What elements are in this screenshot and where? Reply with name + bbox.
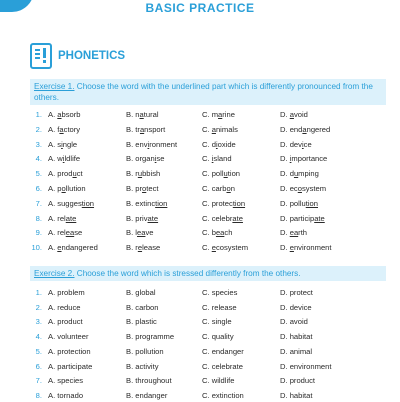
underlined-part: tion	[155, 198, 168, 208]
answer-option: C. pollution	[202, 169, 241, 179]
answer-option: C. dioxide	[202, 139, 236, 149]
exercise-2-row	[30, 316, 386, 328]
underlined-part: a	[289, 110, 294, 119]
answer-option: D. animal	[280, 346, 313, 356]
answer-option: B. leave	[126, 228, 154, 238]
exercise-1-text: Choose the word with the underlined part which is differently pronounced from the others.	[34, 82, 373, 102]
exercise-1-row	[30, 124, 386, 136]
underlined-part: o	[226, 184, 231, 193]
answer-option: D. participate	[280, 213, 325, 223]
underlined-part: u	[293, 169, 299, 179]
question-number: 3.	[35, 317, 42, 327]
exercise-1-row	[30, 242, 386, 254]
answer-option: A. pollution	[48, 184, 86, 193]
answer-option: A. release	[48, 228, 83, 238]
exercise-1-row	[30, 168, 386, 180]
underlined-part: ea	[65, 228, 75, 238]
answer-option: B. global	[126, 288, 156, 297]
question-number: 3.	[35, 139, 42, 149]
question-number: 1.	[35, 110, 42, 119]
underlined-part: tion	[232, 198, 246, 208]
answer-option: D. importance	[280, 154, 328, 164]
exclamation-board-icon	[30, 43, 52, 69]
answer-option: B. transport	[126, 124, 166, 134]
exercise-1-instruction	[30, 79, 386, 105]
answer-option: B. rubbish	[126, 169, 161, 179]
exercise-2-row	[30, 390, 386, 402]
exercise-1-row	[30, 183, 386, 195]
underlined-part: ate	[232, 213, 243, 223]
underlined-part: i	[215, 139, 218, 149]
answer-option: D. device	[280, 139, 312, 149]
underlined-part: a	[302, 124, 307, 134]
underlined-part: e	[211, 243, 216, 253]
answer-option: B. organise	[126, 154, 165, 164]
answer-option: C. extinction	[202, 390, 244, 400]
underlined-part: i	[289, 154, 292, 164]
exercise-1-label: Exercise 1.	[34, 82, 75, 91]
underlined-part: u	[223, 169, 228, 179]
underlined-part: a	[211, 124, 216, 134]
question-number: 7.	[35, 376, 42, 386]
answer-option: D. ecosystem	[280, 184, 327, 193]
answer-option: A. product	[48, 169, 83, 179]
answer-option: B. activity	[126, 361, 159, 371]
underlined-part: tion	[81, 198, 95, 208]
question-number: 6.	[35, 184, 42, 193]
question-number: 6.	[35, 361, 42, 371]
underlined-part: ate	[65, 213, 77, 223]
answer-option: A. single	[48, 139, 78, 149]
underlined-part: o	[142, 184, 147, 193]
underlined-part: o	[61, 184, 66, 193]
question-number: 2.	[35, 124, 42, 134]
question-number: 5.	[35, 169, 42, 179]
exercise-2-row	[30, 361, 386, 373]
answer-option: B. release	[126, 243, 161, 253]
answer-option: A. species	[48, 376, 84, 386]
answer-option: C. release	[202, 302, 237, 312]
answer-option: B. pollution	[126, 346, 164, 356]
underlined-part: a	[57, 110, 62, 119]
answer-option: D. avoid	[280, 317, 308, 327]
question-number: 8.	[35, 213, 42, 223]
underlined-part: ea	[136, 228, 146, 238]
underlined-part: i	[211, 154, 214, 164]
exercise-2-instruction	[30, 266, 386, 281]
underlined-part: e	[137, 243, 143, 253]
answer-option: B. environment	[126, 139, 178, 149]
answer-option: A. factory	[48, 124, 81, 134]
answer-option: C. marine	[202, 110, 235, 119]
underlined-part: i	[61, 139, 63, 149]
answer-option: A. problem	[48, 288, 85, 297]
answer-option: A. suggestion	[48, 198, 95, 208]
answer-option: C. celebrate	[202, 361, 243, 371]
answer-option: D. habitat	[280, 390, 313, 400]
answer-option: D. environment	[280, 243, 332, 253]
answer-option: A. wildlife	[48, 154, 81, 164]
underlined-part: i	[154, 154, 157, 164]
answer-option: C. animals	[202, 124, 238, 134]
underlined-part: a	[139, 124, 145, 134]
exercise-2-row	[30, 302, 386, 314]
answer-option: D. protect	[280, 288, 313, 297]
section-title: PHONETICS	[58, 50, 126, 62]
exercise-1-row	[30, 139, 386, 151]
answer-option: A. volunteer	[48, 332, 89, 342]
underlined-part: o	[297, 184, 302, 193]
exercise-2-label: Exercise 2.	[34, 269, 75, 278]
underlined-part: ate	[314, 213, 325, 223]
question-number: 10.	[31, 243, 42, 253]
answer-option: C. quality	[202, 332, 234, 342]
question-number: 2.	[35, 302, 42, 312]
question-number: 1.	[35, 288, 42, 297]
answer-option: A. tornado	[48, 390, 84, 400]
exercise-1-row	[30, 213, 386, 225]
underlined-part: i	[147, 139, 150, 149]
question-number: 8.	[35, 390, 42, 400]
answer-option: C. ecosystem	[202, 243, 249, 253]
underlined-part: a	[218, 110, 223, 119]
answer-option: A. relate	[48, 213, 77, 223]
underlined-part: i	[301, 139, 304, 149]
underlined-part: u	[137, 169, 143, 179]
exercise-2-row	[30, 375, 386, 387]
underlined-part: i	[62, 154, 65, 164]
answer-option: C. protection	[202, 198, 246, 208]
answer-option: D. environment	[280, 361, 332, 371]
underlined-part: ea	[215, 228, 225, 238]
answer-option: C. beach	[202, 228, 233, 238]
question-number: 5.	[35, 346, 42, 356]
answer-option: B. private	[126, 213, 159, 223]
answer-option: B. programme	[126, 332, 175, 342]
answer-option: B. plastic	[126, 317, 157, 327]
answer-option: D. habitat	[280, 332, 313, 342]
exercise-1-row	[30, 198, 386, 210]
answer-option: A. participate	[48, 361, 93, 371]
underlined-part: ate	[147, 213, 159, 223]
question-number: 4.	[35, 332, 42, 342]
answer-option: A. reduce	[48, 302, 81, 312]
exercise-1-row	[30, 227, 386, 239]
answer-option: C. endanger	[202, 346, 244, 356]
exercise-1-row	[30, 153, 386, 165]
question-number: 7.	[35, 198, 42, 208]
answer-option: D. dumping	[280, 169, 319, 179]
answer-option: A. absorb	[48, 110, 81, 119]
exercise-2-text: Choose the word which is stressed differently from the others.	[74, 269, 301, 278]
answer-option: B. protect	[126, 184, 159, 193]
answer-option: C. species	[202, 288, 238, 297]
section-header	[30, 41, 125, 71]
answer-option: A. endangered	[48, 243, 98, 253]
underlined-part: e	[57, 243, 62, 253]
answer-option: C. carbon	[202, 184, 235, 193]
exercise-2-row	[30, 331, 386, 343]
answer-option: D. device	[280, 302, 312, 312]
answer-option: C. island	[202, 154, 232, 164]
answer-option: D. earth	[280, 228, 308, 238]
underlined-part: e	[289, 243, 294, 253]
answer-option: C. celebrate	[202, 213, 243, 223]
answer-option: D. pollution	[280, 198, 318, 208]
answer-option: B. throughout	[126, 376, 172, 386]
answer-option: C. wildlife	[202, 376, 235, 386]
answer-option: D. endangered	[280, 124, 331, 134]
answer-option: B. extinction	[126, 198, 168, 208]
answer-option: B. carbon	[126, 302, 159, 312]
answer-option: A. product	[48, 317, 83, 327]
answer-option: C. single	[202, 317, 232, 327]
answer-option: A. protection	[48, 346, 91, 356]
question-number: 9.	[35, 228, 42, 238]
answer-option: D. product	[280, 376, 316, 386]
underlined-part: a	[59, 124, 64, 134]
exercise-2-row	[30, 346, 386, 358]
answer-option: B. natural	[126, 110, 159, 119]
question-number: 4.	[35, 154, 42, 164]
underlined-part: a	[139, 110, 144, 119]
page-title: BASIC PRACTICE	[145, 1, 255, 15]
underlined-part: tion	[305, 198, 318, 208]
underlined-part: ea	[289, 228, 299, 238]
underlined-part: u	[72, 169, 77, 179]
exercise-1-row	[30, 109, 386, 121]
answer-option: D. avoid	[280, 110, 308, 119]
answer-option: B. endanger	[126, 390, 168, 400]
exercise-2-row	[30, 287, 386, 299]
